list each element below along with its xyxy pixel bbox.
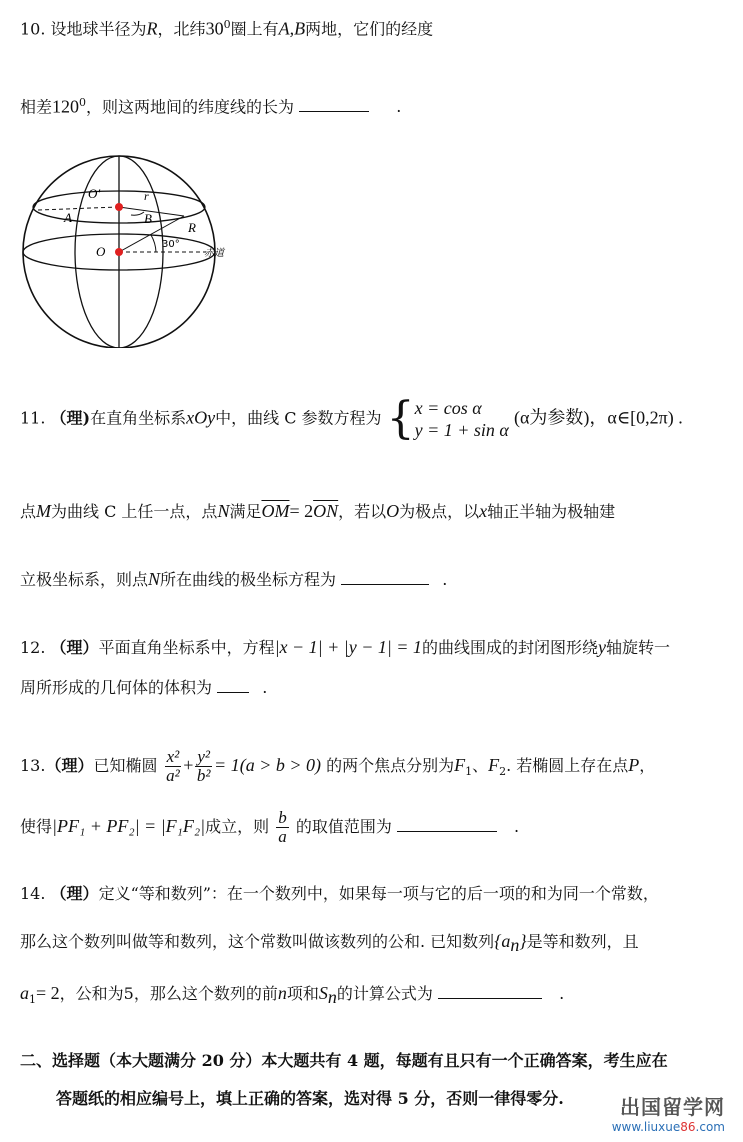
section2-heading: 二、选择题（本大题满分 20 分）本大题共有 4 题，每题有且只有一个正确答案，考生应在 <box>20 1051 668 1070</box>
param-system: x = cos α y = 1 + sin α <box>414 398 509 440</box>
label-O1: O' <box>88 186 101 201</box>
center-dot-latitude <box>115 203 123 211</box>
answer-blank[interactable] <box>299 95 369 112</box>
label-equator: 赤道 <box>204 248 224 259</box>
center-dot-sphere <box>115 248 123 256</box>
q10-line1: 10. 设地球半径为R，北纬$30^0$圈上有A,B两地，它们的经度 <box>20 18 434 39</box>
answer-blank[interactable] <box>438 982 542 999</box>
label-O: O <box>96 244 106 259</box>
sphere-diagram <box>16 152 226 348</box>
fraction-x2-a2: $\frac{\text{x²}}{\text{a²}}$ <box>166 747 180 785</box>
label-r: r <box>144 189 149 203</box>
q14-line3: $a_1= 2$，公和为5，那么这个数列的前n项和$S_n$的计算公式为 . <box>20 983 565 1008</box>
label-A: A <box>64 210 72 225</box>
q13-line2: 使得|PF₁ + PF₂| = |F₁F₂|成立，则 $\frac{b}{a}$ 的取值范围为 . <box>20 808 520 846</box>
q11-line1: 11. （理)在直角坐标系xOy中，曲线 C 参数方程为 { x = cos α y = 1 + sin α (α为参数)，α∈[0,2π) . <box>20 393 683 444</box>
section2-instructions: 答题纸的相应编号上，填上正确的答案，选对得 5 分，否则一律得零分. <box>56 1089 564 1108</box>
label-R: R <box>188 220 196 235</box>
answer-blank[interactable] <box>217 676 249 693</box>
label-angle: 30° <box>162 239 180 250</box>
q10-line2: 相差$120^0$，则这两地间的纬度线的长为 . <box>20 96 402 117</box>
label-B: B <box>144 211 152 226</box>
q13-line1: 13.（理）已知椭圆 $\frac{\text{x²}}{\text{a²}}$ + $\frac{\text{y²}}{\text{b²}}$ = 1(a > b > 0) 的两个焦点分别为$F_1$、$F_2$. 若椭圆上存在点P， <box>20 747 656 785</box>
q12-line2: 周所形成的几何体的体积为 . <box>20 678 268 697</box>
watermark-logo: 出国留学网 www.liuxue86.com <box>611 1095 725 1134</box>
answer-blank[interactable] <box>341 568 429 585</box>
fraction-b-a: $\frac{b}{a}$ <box>278 808 287 846</box>
q14-line1: 14. （理）定义“等和数列”：在一个数列中，如果每一项与它的后一项的和为同一个常数， <box>20 884 659 903</box>
fraction-y2-b2: $\frac{\text{y²}}{\text{b²}}$ <box>196 747 211 785</box>
q11-line3: 立极坐标系，则点N所在曲线的极坐标方程为 . <box>20 569 448 589</box>
q14-line2: 那么这个数列叫做等和数列，这个常数叫做该数列的公和. 已知数列$\{a_n\}$是等和数列，且 <box>20 931 639 956</box>
answer-blank[interactable] <box>397 815 497 832</box>
q12-line1: 12. （理）平面直角坐标系中，方程|x − 1| + |y − 1| = 1的曲线围成的封闭图形绕y轴旋转一 <box>20 637 670 657</box>
q11-line2: 点M为曲线 C 上任一点，点N满足$\overline{OM}= 2\overline{ON}$，若以O为极点，以x轴正半轴为极轴建 <box>20 501 616 521</box>
